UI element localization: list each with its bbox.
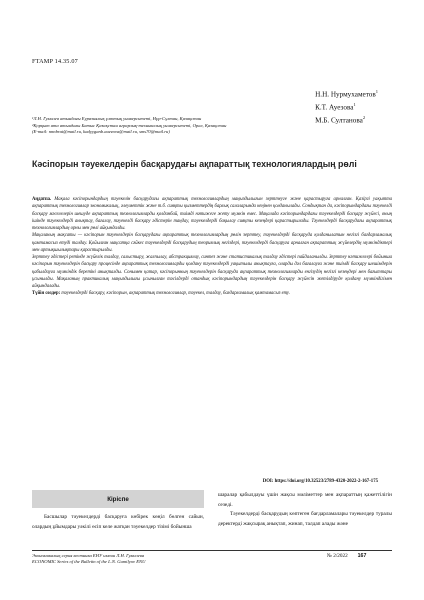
- author-3: М.Б. Султанова$^2$: [315, 114, 366, 125]
- issue-info: [327, 553, 366, 559]
- author-2: К.Т. Ауезова$^1$: [315, 101, 356, 112]
- abstract-label: Аңдатпа.: [32, 197, 52, 202]
- affiliation-1: ¹Л.Н. Гумилев атындағы Еуразиялық ұлттық университеті, Нұр-Сұлтан, Қазақстан: [32, 116, 202, 121]
- journal-name: [32, 553, 145, 566]
- section-heading-bar: [32, 490, 204, 508]
- page-number: 167: [357, 553, 367, 559]
- right-column: [218, 491, 392, 529]
- irstar-code: FTAMP 14.35.07: [32, 58, 78, 65]
- intro-paragraph: Басшылар тәуекелдерді басқаруға көбірек көңіл бөлген сайын, олардың ұйымдары уәкілі өсіп келе жатқан тәуекелдер тізімі бойынша: [32, 514, 204, 530]
- section-heading: Кіріспе: [107, 495, 129, 503]
- abstract: [32, 196, 392, 298]
- abstract-para-3: Зерттеу әдістері ретінде жүйелік талдау, салыстыру, жалпылау, абстракциялау, синтез және статистикалық талдау әдістері пайдаланылды. Зерттеу нәтижелері бойынша кәсіпорын тәуекелдерін басқару процесінде ақпараттық технологияларды қолдану тәуекелдерді уақытылы анықтауға, оларды дәл бағалауға және тиімді басқару шешімдерін қабылдауға мүмкіндік беретіні анықталды. Сонымен қатар, кәсіпорынның тәуекелдерін басқаруда ақпараттық технологияларды енгізудің негізгі кезеңдері мен бағыттары ұсынылды. Мақаланың практикалық маңыздылығы ұсынылған тәсілдерді отандық кәсіпорындардың тәуекелдерін басқару жүйесін жетілдіруде қолдану мүмкіндігімен айқындалады.: [32, 255, 392, 289]
- doi-link[interactable]: DOI: https://doi.org/10.32523/2789-4320-2022-2-167-175: [262, 479, 378, 484]
- journal-name-kz: Экономикалық серия вестника ЕНУ имени Л.Н. Гумилева: [32, 553, 145, 558]
- affiliation-emails: (E-mail: nnnbrat@mail.ru, kadyyganb.auezova@mail.ru, sms70@mail.ru): [32, 129, 170, 135]
- abstract-para-1: Мақала кәсіпорындардың тәуекелін басқарудағы ақпараттық технологиялардың маңыздылығын зерттеуге және қарастыруға арналған. Қазіргі уақытта ақпараттық технологиялар экономикалық, әлеуметтік және т.б. сияқты қызметтердің барлық салаларында кеңінен қолданылады. Сондықтан да, кәсіпорындардағы тәуекелді басқару мәселелерін шешуде ақпараттық технологияларды қолданбай, тиімді нәтижеге жету мүмкін емес. Мақалада кәсіпорындардағы тәуекелдерді басқару жүйесі, оның ішінде тәуекелдерді анықтау, бағалау, тәуекелді басқару әдістерін таңдау, тәуекелдерді бақылау сияқты кезеңдері қарастырылады. Тәуекелдерді басқарудағы ақпараттық технологиялардың орны мен рөлі айқындалды.: [32, 197, 393, 231]
- affiliations: [32, 116, 392, 136]
- author-1: Н.Н. Нурмухаметов$^1$: [315, 89, 378, 99]
- abstract-para-2: Мақаланың мақсаты — кәсіпорын тәуекелдерін басқарудағы ақпараттық технологиялардың рөлін зерттеу, тәуекелдерді басқаруда қолданылатын негізгі бағдарламалық қамтамасыз етуді талдау. Қойылған мақсатқа сәйкес тәуекелдерді басқарудың теориялық негіздері, тәуекелдерді басқаруға арналған ақпараттық жүйелердің мүмкіндіктері мен артықшылықтары қарастырылды.: [32, 233, 392, 253]
- right-column-para-2: Тәуекелдерді басқарудың көптеген бағдарламалары тәуекелдер туралы деректерді жақсырақ анықтап, жинап, талдап алады және: [218, 511, 392, 527]
- keywords: тәуекелдерді басқару, кәсіпорын, ақпараттық технологиялар, тәуекел, талдау, бағдарламалық қамтамасыз ету.: [61, 291, 290, 297]
- journal-name-en: ECONOMIC Series of the Bulletin of the L.N. Gumilyov ENU: [32, 559, 146, 565]
- right-column-para-1: шаралар қабылдауы үшін жақсы мәліметтер мен ақпараттың қажеттілігін сезеді.: [218, 492, 392, 508]
- issue-number: № 2/2022: [327, 553, 348, 559]
- keywords-label: Түйін сөздер:: [32, 291, 61, 297]
- footer-divider: [32, 550, 392, 551]
- affiliation-2: ²Қорқыт ата атындағы Батыс Қазақстан аграрлық-техникалық университеті, Орал, Қазақстан: [32, 122, 227, 128]
- left-column: [32, 490, 204, 532]
- article-title: Кәсіпорын тәуекелдерін басқарудағы ақпараттық технологиялардың рөлі: [32, 159, 357, 169]
